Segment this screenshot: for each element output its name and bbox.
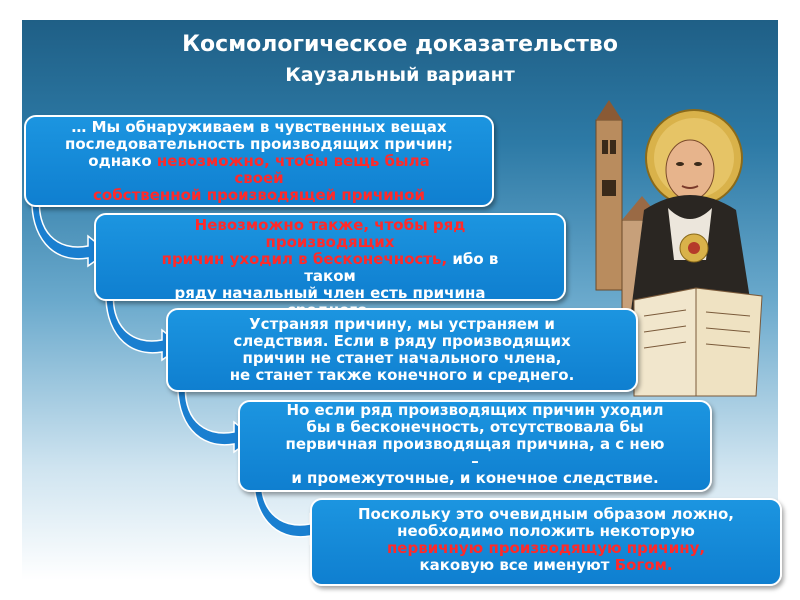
emphasis-text: первичную производящую причину, [386,539,706,557]
box-line: Поскольку это очевидным образом ложно, [357,505,735,523]
statement-box-2 [94,213,566,301]
statement-box-1 [24,115,494,207]
box-line: и промежуточные, и конечное следствие. [291,469,659,487]
statement-box-4 [238,400,712,492]
box-text: каковую все именуют [419,556,615,574]
box-line: Но если ряд производящих причин уходил [286,401,664,419]
emphasis-text: Богом. [614,556,673,574]
box-line: … Мы обнаруживаем в чувственных вещах [71,118,447,136]
box-line: таком [304,267,356,285]
box-line: необходимо положить некоторую [397,522,695,540]
box-line: причин не станет начального члена, [242,349,562,367]
box-line: бы в бесконечность, отсутствовала бы [306,418,644,436]
emphasis-text: своей [234,169,284,187]
statement-box-5 [310,498,782,586]
box-line: последовательность производящих причин; [64,135,453,153]
box-line: первичная производящая причина, а с нею [285,435,665,453]
slide-subtitle: Каузальный вариант [285,64,515,86]
box-line: Устраняя причину, мы устраняем и [249,315,555,333]
emphasis-text: невозможно, чтобы вещь была [156,152,430,170]
box-line [36,153,482,170]
box-line [322,557,770,574]
box-line: следствия. Если в ряду производящих [233,332,571,350]
emphasis-text: причин уходил в бесконечность, [161,250,448,268]
statement-box-3 [166,308,638,392]
box-line: ряду начальный член есть причина [174,284,486,302]
box-line: – [471,452,479,470]
box-text: ибо в [447,250,499,268]
box-line: не станет также конечного и среднего. [229,366,575,384]
box-line [106,251,554,268]
emphasis-text: Невозможно также, чтобы ряд [194,216,466,234]
emphasis-text: производящих [265,233,395,251]
emphasis-text: собственной производящей причиной [93,186,425,204]
slide-title: Космологическое доказательство [182,32,618,57]
box-text: однако [88,152,157,170]
